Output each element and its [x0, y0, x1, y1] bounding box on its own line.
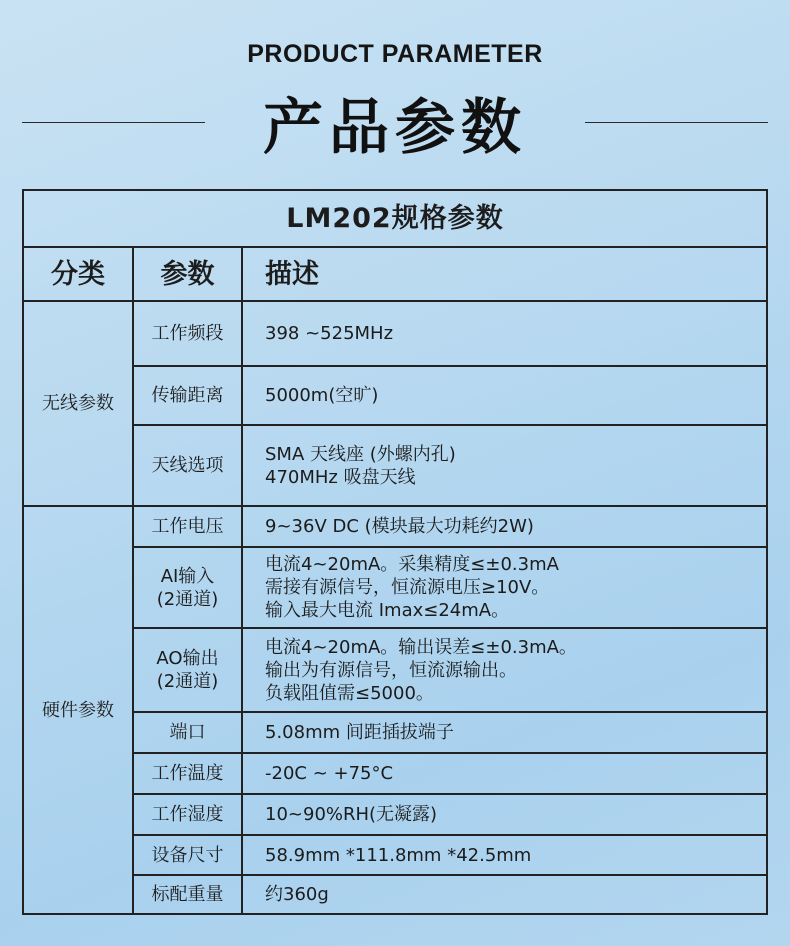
table-row-desc: [243, 876, 766, 913]
column-header-category: 分类: [51, 258, 105, 290]
desc-text: 10~90%RH(无凝露): [265, 804, 438, 825]
table-row-desc: [243, 629, 766, 711]
desc-text: 输出为有源信号，恒流源输出。: [265, 659, 517, 681]
param-text: 工作温度: [151, 763, 224, 784]
table-row-param: [134, 713, 241, 752]
param-text: 工作电压: [151, 516, 224, 537]
param-text: AO输出: [156, 648, 219, 669]
table-row-param: [134, 795, 241, 834]
table-row-param: [134, 507, 241, 546]
param-text: 天线选项: [151, 455, 224, 476]
desc-lines: [265, 636, 577, 705]
table-row-desc: [243, 754, 766, 793]
param-text: (2通道): [156, 588, 219, 610]
param-text: (2通道): [156, 671, 219, 692]
column-header-parameter: 参数: [160, 258, 215, 290]
group-label-hardware: 硬件参数: [42, 699, 114, 721]
english-title: PRODUCT PARAMETER: [247, 40, 543, 68]
table-row-desc: [243, 302, 766, 365]
right-divider: [585, 122, 768, 123]
table-row-param: [134, 302, 241, 365]
spec-table: [22, 189, 768, 915]
desc-text: 电流4~20mA。采集精度≤±0.3mA: [265, 554, 559, 575]
table-row-desc: [243, 507, 766, 546]
desc-text: 负载阻值需≤5000。: [265, 682, 434, 704]
table-row-desc: [243, 426, 766, 505]
table-row-param: [134, 548, 241, 627]
table-row-desc: [243, 367, 766, 424]
desc-lines: [265, 553, 559, 622]
chinese-title: 产品参数: [263, 93, 527, 163]
desc-text: 需接有源信号，恒流源电压≥10V。: [265, 577, 550, 598]
table-row-desc: [243, 795, 766, 834]
param-text: 传输距离: [151, 385, 224, 406]
table-row-desc: [243, 713, 766, 752]
table-row-param: [134, 836, 241, 874]
table-row-param: [134, 367, 241, 424]
table-row-param: [134, 876, 241, 913]
param-lines: [157, 565, 219, 611]
param-text: 端口: [169, 722, 206, 743]
page-header: [0, 0, 790, 180]
desc-text: 5.08mm 间距插拔端子: [265, 722, 454, 743]
desc-text: 9~36V DC (模块最大功耗约2W): [265, 516, 534, 537]
table-row-param: [134, 426, 241, 505]
param-text: 工作湿度: [151, 804, 224, 825]
spec-table-title: LM202规格参数: [286, 203, 504, 234]
desc-text: SMA 天线座 (外螺内孔): [265, 443, 456, 465]
param-text: 标配重量: [151, 884, 224, 905]
table-row-desc: [243, 548, 766, 627]
desc-text: 58.9mm *111.8mm *42.5mm: [265, 844, 532, 866]
param-lines: [156, 647, 218, 693]
desc-text: 电流4~20mA。输出误差≤±0.3mA。: [265, 636, 577, 658]
param-text: AI输入: [160, 565, 215, 587]
table-row-param: [134, 754, 241, 793]
desc-text: 约360g: [265, 884, 329, 905]
table-row-desc: [243, 836, 766, 874]
desc-text: 输入最大电流 Imax≤24mA。: [265, 600, 510, 621]
param-text: 工作频段: [151, 323, 224, 344]
column-header-description: 描述: [265, 258, 319, 290]
desc-text: 398 ~525MHz: [265, 323, 394, 344]
table-row-param: [134, 629, 241, 711]
desc-lines: [265, 443, 456, 489]
param-text: 设备尺寸: [151, 844, 224, 866]
group-label-wireless: 无线参数: [42, 393, 114, 414]
desc-text: -20C ~ +75°C: [265, 763, 394, 784]
desc-text: 470MHz 吸盘天线: [265, 466, 416, 488]
desc-text: 5000m(空旷): [265, 385, 379, 406]
